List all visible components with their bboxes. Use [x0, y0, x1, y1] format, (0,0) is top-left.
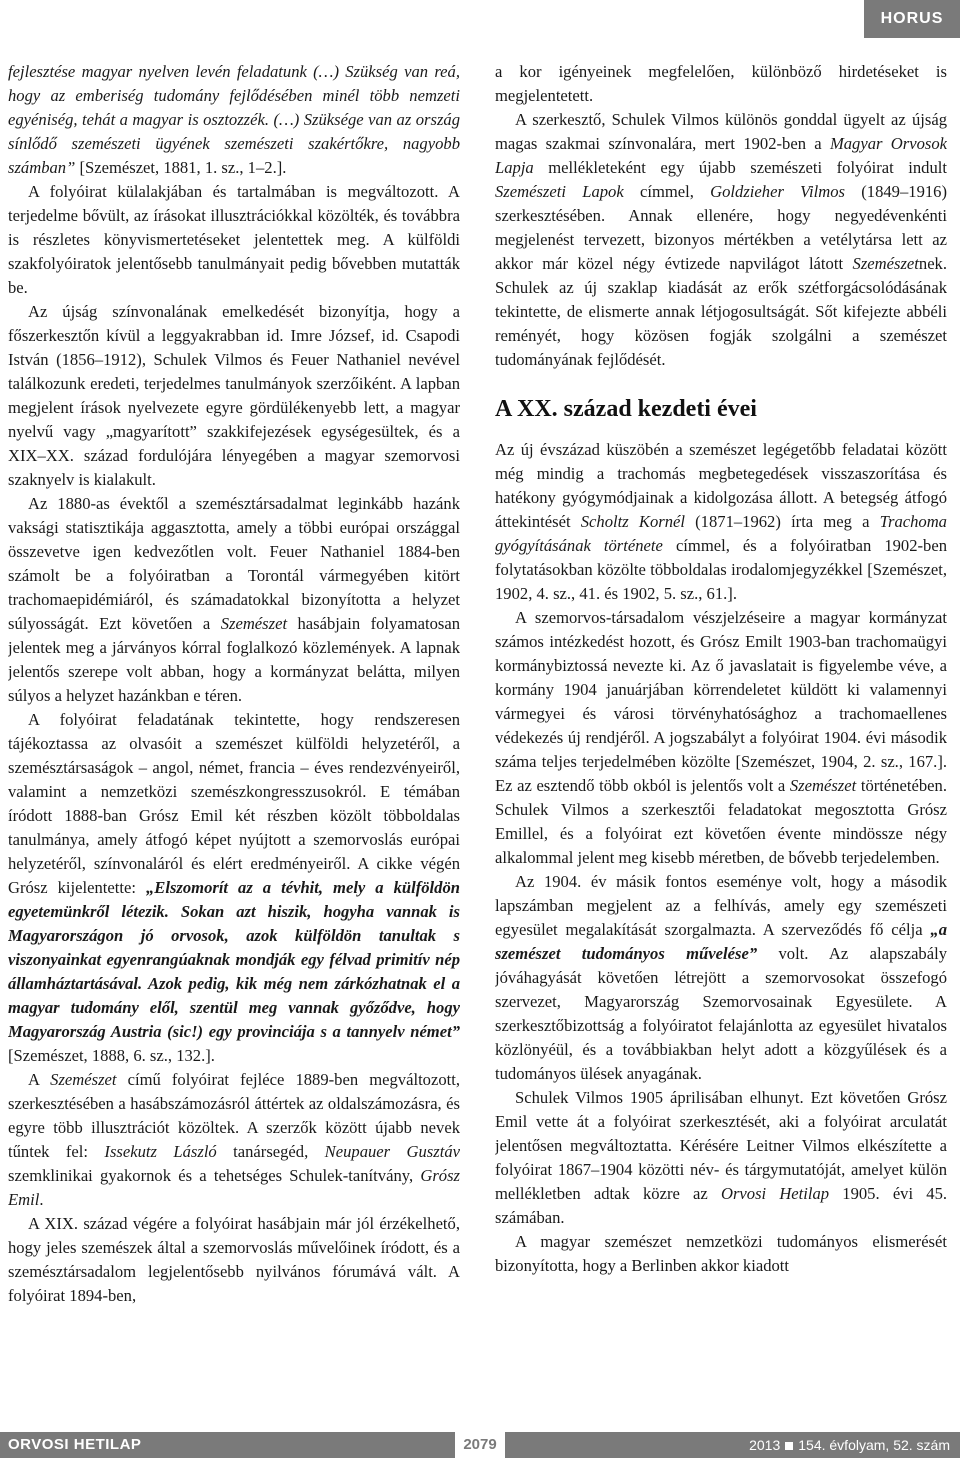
text-run: címmel,: [623, 182, 711, 201]
paragraph: [495, 870, 947, 1086]
text-run: .: [39, 1190, 44, 1209]
paragraph: [8, 1068, 460, 1212]
text-run: [Szemészet, 1888, 6. sz., 132.].: [8, 1046, 215, 1065]
paragraph: [8, 492, 460, 708]
paragraph: [495, 60, 947, 108]
right-column-intro: [495, 60, 947, 372]
emphasis-run: Issekutz László: [104, 1142, 217, 1161]
emphasis-run: Szemészeti Lapok: [495, 182, 624, 201]
paragraph: [8, 1212, 460, 1308]
text-run: (1871–1962) írta meg a: [684, 512, 880, 531]
text-run: címmel, és a folyóiratban 1902-ben folytatásokban közölte többoldalas irodalomjegyzékkel [Szemészet, 1902, 4. sz., 41. és 1902, 5. sz., 61.].: [495, 536, 947, 603]
page-header: [0, 0, 960, 40]
text-run: A magyar szemészet nemzetközi tudományos elismerését bizonyította, hogy a Berlinben akkor kiadott: [495, 1232, 947, 1275]
paragraph: [495, 606, 947, 870]
text-run: [Szemészet, 1881, 1. sz., 1–2.].: [75, 158, 287, 177]
paragraph: [8, 708, 460, 1068]
paragraph: [495, 108, 947, 372]
text-run: Schulek Vilmos 1905 áprilisában elhunyt. Ezt követően Grósz Emil vette át a folyóirat szerkesztését, aki a folyóirat arculatát jelentősen megváltoztatta. Kérésére Leitner Vilmos elkészítette a folyóirat 1867–1904 közötti név- és tárgymutatóját, amelyet külön mellékletben adtak közre az: [495, 1088, 947, 1203]
text-run: nek. Schulek az új szaklap kiadását az erők szétforgácsolódásának tekintette, de elismerte annak létjogosultságát. Sőt kifejezte abbéli reményét, hogy közösen fogják szolgálni a szemészet tudományának fejlődését.: [495, 254, 947, 369]
text-run: volt. Az alapszabály jóváhagyását követően létrejött a szemorvosokat összefogó szervezet, Magyarország Szemorvosainak Egyesülete. A szerkesztőbizottság a folyóiratot felajánlotta az egyesület hivatalos közlönyéül, és a továbbiakban helyt adott a közgyűlések és a tudományos ülések anyagának.: [495, 944, 947, 1083]
issue-year: 2013: [749, 1437, 781, 1453]
paragraph: [495, 438, 947, 606]
emphasis-run: Trachoma gyógyításának története: [495, 512, 947, 555]
issue-info: [749, 1432, 950, 1458]
text-run: a kor igényeinek megfelelően, különböző hirdetéseket is megjelentetett.: [495, 62, 947, 105]
text-run: A: [28, 1070, 51, 1089]
emphasis-run: Szemészet: [220, 614, 288, 633]
text-run: Az újság színvonalának emelkedését bizonyítja, hogy a főszerkesztőn kívül a leggyakrabban id. Imre József, id. Csapodi István (1856–1912), Schulek Vilmos és Feuer Nathaniel nevével találkozunk eredeti, terjedelmes tanulmányok szerzőiként. A lapban megjelent írások nyelvezete egyre gördülékenyebb lett, a magyar nyelvű vagy „magyarított” szakkifejezések egységesültek, és a XIX–XX. század fordulójára lényegében a magyar szemorvosi szaknyelv is kialakult.: [8, 302, 460, 489]
emphasis-run: Szemészet: [852, 254, 919, 273]
text-run: hasábjain folyamatosan jelentek meg a járványos kórral foglalkozó közlemények. A lapnak jelentős szerepe volt abban, hogy a kormányzat belátta, milyen súlyos a helyzet hazánkban e téren.: [8, 614, 460, 705]
text-run: A folyóirat feladatának tekintette, hogy rendszeresen tájékoztassa az olvasóit a szemészet külföldi helyzetéről, a szemésztársaságok – angol, német, francia – éves rendezvényeiről, valamint a nemzetközi szemészkongresszusokról. E témában íródott 1888-ban Grósz Emil két részben közölt többoldalas tanulmánya, amely átfogó képet nyújtott a szemorvoslás európai helyzetéről, színvonaláról és elért eredményeiről. A cikke végén Grósz kijelentette:: [8, 710, 460, 897]
text-run: A szemorvos-társadalom vészjelzéseire a magyar kormányzat számos intézkedést hozott, és Grósz Emilt 1903-ban trachomaügyi kormánybiztossá nevezte ki. Az ő javaslatait is figyelembe véve, a kormány 1904 januárjában körrendeletet küldött ki valamennyi vármegyei és városi törvényhatósághoz a trachomaellenes védekezés új rendjéről. A jogszabályt a folyóirat 1904. évi második száma teljes terjedelmében közölte [Szemészet, 1904, 2. sz., 167.]. Ez az esztendő több okból is jelentős volt a: [495, 608, 947, 795]
text-run: A folyóirat külalakjában és tartalmában is megváltozott. A terjedelme bővült, az írásokat illusztrációkkal közölték, és továbbra is részletes könyvismertetéseket jelentettek meg. A külföldi szakfolyóiratok jelentősebb tanulmányait pedig bővebben mutatták be.: [8, 182, 460, 297]
issue-volume: 154. évfolyam, 52. szám: [798, 1437, 950, 1453]
section-tag: HORUS: [864, 0, 960, 38]
emphasis-run: Magyar Orvosok Lapja: [495, 134, 947, 177]
paragraph: [495, 1230, 947, 1278]
text-run: A szerkesztő, Schulek Vilmos különös gonddal ügyelt az újság magas szakmai színvonalára, mert 1902-ben a: [495, 110, 947, 153]
emphasis-run: Scholtz Kornél: [580, 512, 685, 531]
text-run: Az 1904. év másik fontos eseménye volt, hogy a második lapszámban megjelent az a felhívás, amely egy szemészeti egyesület megalakítását szorgalmazta. A szerveződés fő célja: [495, 872, 947, 939]
section-heading: A XX. század kezdeti évei: [495, 396, 757, 422]
page-number: 2079: [459, 1432, 501, 1458]
emphasis-run: „Elszomorít az a tévhit, mely a külföldön egyetemünkről létezik. Sokan azt hiszik, hogyha vannak is Magyarországon jó orvosok, azok külföldön tanultak s viszonyainkat egyenrangúaknak mondják egy félvad primitív nép államháztartásával. Azok pedig, kik még nem zárkózhatnak el a magyar tudomány elől, szentül meg vannak győződve, hogy Magyarország Austria (sic!) egy provinciája s a tannyelv német”: [8, 878, 460, 1041]
text-run: mellékleteként egy újabb szemészeti folyóirat indult: [533, 158, 947, 177]
text-run: (1849–1916) szerkesztésében. Annak ellenére, hogy negyedévenkénti megjelenést tervezett, bizonyos mértékben a vetélytársa lett az akkor már közel négy évtizede napvilágot látott: [495, 182, 947, 273]
paragraph: [8, 60, 460, 180]
paragraph: [495, 1086, 947, 1230]
text-run: Az új évszázad küszöbén a szemészet legégetőbb feladatai között még mindig a trachomás megbetegedések visszaszorítása és hatékony gyógymódjainak a kidolgozása állott. A betegség átfogó áttekintését: [495, 440, 947, 531]
text-run: 1905. évi 45. számában.: [495, 1184, 947, 1227]
journal-name: ORVOSI HETILAP: [8, 1436, 142, 1453]
emphasis-run: Szemészet: [789, 776, 857, 795]
emphasis-run: Grósz Emil: [8, 1166, 460, 1209]
paragraph: [8, 180, 460, 300]
right-column-section-body: [495, 438, 947, 1278]
text-run: szemklinikai gyakornok és a tehetséges Schulek-tanítvány,: [8, 1166, 421, 1185]
emphasis-run: „a szemészet tudományos művelése”: [495, 920, 947, 963]
emphasis-run: Neupauer Gusztáv: [324, 1142, 460, 1161]
paragraph: [8, 300, 460, 492]
text-run: tanársegéd,: [216, 1142, 325, 1161]
right-column: [495, 60, 947, 1408]
emphasis-run: Goldzieher Vilmos: [710, 182, 846, 201]
square-bullet-icon: [785, 1442, 793, 1450]
text-run: című folyóirat fejléce 1889-ben megváltozott, szerkesztésében a hasábszámozásról áttértek az oldalszámozásra, és egyre több illusztrációt közöltek. A szerzők között újabb nevek tűntek fel:: [8, 1070, 460, 1161]
text-run: történetében. Schulek Vilmos a szerkesztői feladatokat megosztotta Grósz Emillel, és a folyóirat ezt követően évente mindössze négy alkalommal jelent meg kisebb méretben, de bővebb terjedelemben.: [495, 776, 947, 867]
text-run: Az 1880-as évektől a szemésztársadalmat leginkább hazánk vaksági statisztikája aggasztotta, amely a többi európai országgal összevetve igen kedvezőtlen volt. Feuer Nathaniel 1884-ben számolt be a folyóiratban a Torontál vármegyében kitört trachomaepidémiáról, és számadatokkal bizonyította a helyzet súlyosságát. Ezt követően a: [8, 494, 460, 633]
emphasis-run: fejlesztése magyar nyelven levén feladatunk (…) Szükség van reá, hogy az emberiség tudomány fejlődésében minél több nemzeti egyéniség, tehát a magyar is osztozzék. (…) Szüksége van az ország sínlődő szemészeti ügyének szemészeti szakértőkre, nagyobb számban”: [8, 62, 460, 177]
emphasis-run: Orvosi Hetilap: [720, 1184, 830, 1203]
left-column: [8, 60, 460, 1408]
emphasis-run: Szemészet: [50, 1070, 117, 1089]
page-footer: [0, 1424, 960, 1459]
text-run: A XIX. század végére a folyóirat hasábjain már jól érzékelhető, hogy jeles szemészek által a szemorvoslás művelőinek íródott, és a szemésztársadalom legjelentősebb nyilvános fórumává vált. A folyóirat 1894-ben,: [8, 1214, 460, 1305]
